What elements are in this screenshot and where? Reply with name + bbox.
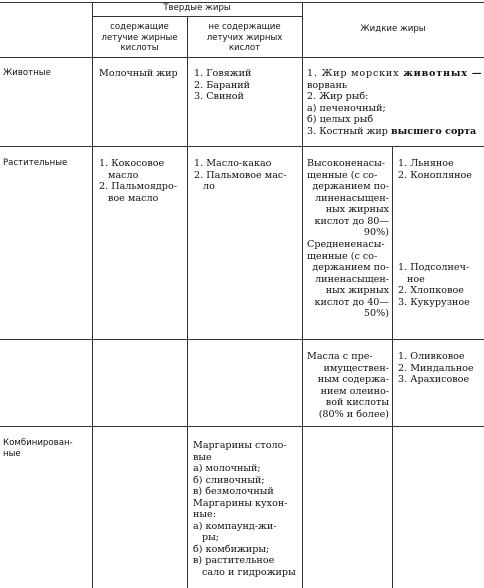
vegetable-solid-volatile: 1. Кокосовое масло 2. Пальмоядро- вое масло — [99, 158, 177, 204]
rule-row-oleic-bottom — [0, 426, 484, 427]
combined-margarines: Маргарины столо- вые а) молочный; б) сливочный; в) безмолочный Маргарины кухон- ные: а) компаунд-жи- ры; б) комбижиры; в) растительное сало и гидрожиры — [193, 440, 296, 578]
vegetable-mid-unsat-desc: Среднененасы- щенные (с со- держанием по- линенасыщен- ных жирных кислот до 40— 50%) — [307, 239, 389, 319]
animal-solid-nonvolatile: 1. Говяжий 2. Бараний 3. Свиной — [194, 68, 252, 102]
header-liquid-fats: Жидкие жиры — [360, 24, 426, 34]
row-label-animal: Животные — [3, 68, 51, 78]
rule-header-bottom — [0, 57, 484, 58]
header-volatile-no: не содержащие летучих жирных кислот — [206, 22, 283, 53]
rule-solid-subheader — [92, 16, 302, 17]
col-rule-2 — [187, 16, 188, 588]
vegetable-solid-nonvolatile: 1. Масло-какао 2. Пальмовое мас- ло — [194, 158, 287, 192]
col-rule-4 — [392, 146, 393, 588]
col-rule-1 — [92, 2, 93, 588]
oleic-desc: Масла с пре- имуществен- ным содержа- нием олеино- вой кислоты (80% и более) — [307, 351, 389, 420]
oleic-list: 1. Оливковое 2. Миндальное 3. Арахисовое — [398, 351, 474, 385]
header-volatile-yes: содержащие летучие жирные кислоты — [101, 22, 178, 53]
row-label-vegetable: Растительные — [3, 158, 68, 168]
vegetable-mid-unsat-list: 1. Подсолнеч- ное 2. Хлопковое 3. Кукурузное — [398, 262, 470, 308]
header-solid-fats: Твердые жиры — [163, 3, 231, 13]
animal-liquid: 1. Жир морских животных — ворвань 2. Жир рыб: а) печеночный; б) целых рыб 3. Костный жир высшего сорта — [307, 68, 483, 137]
rule-row-animal-bottom — [0, 146, 484, 147]
col-rule-3 — [302, 2, 303, 588]
vegetable-high-unsat-list: 1. Льняное 2. Конопляное — [398, 158, 472, 181]
row-label-combined: Комбинирован- ные — [3, 438, 73, 459]
rule-row-vegetable-bottom — [0, 339, 484, 340]
animal-solid-volatile: Молочный жир — [99, 68, 178, 79]
vegetable-high-unsat-desc: Высоконенасы- щенные (с со- держанием по- линенасыщен- ных жирных кислот до 80— 90%) — [307, 158, 389, 238]
